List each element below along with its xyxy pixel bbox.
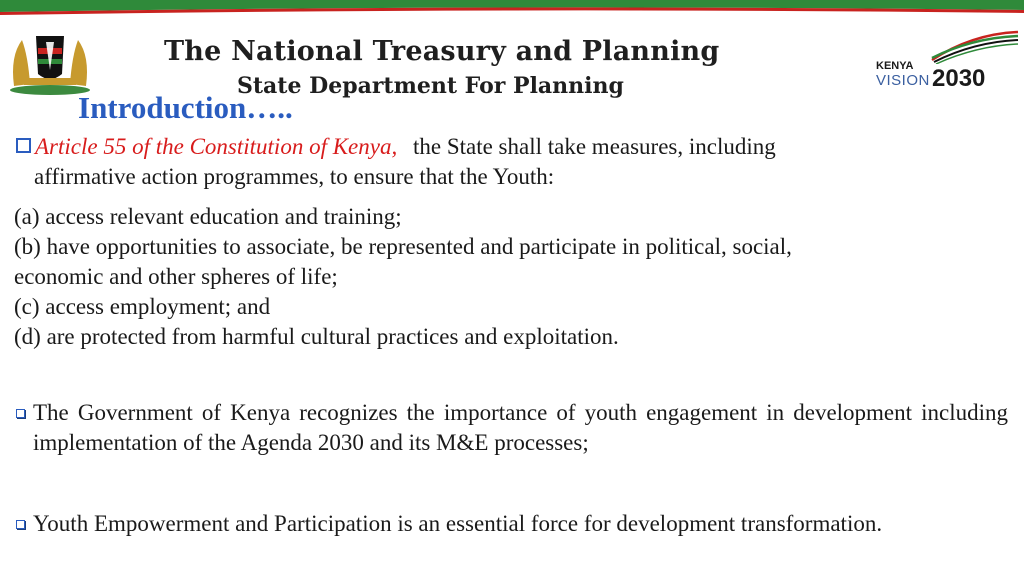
bullet-youth-empowerment-text: Youth Empowerment and Participation is an essential force for development transformation. — [33, 511, 883, 536]
vision-kenya-label: KENYA — [876, 60, 914, 72]
youth-measures-list — [14, 202, 1004, 352]
list-item: (a) access relevant education and training; — [14, 204, 402, 229]
article-text-line-1: the State shall take measures, including — [412, 134, 776, 159]
article-text-line-2: affirmative action programmes, to ensure that the Youth: — [34, 164, 555, 189]
bullet-government — [16, 398, 1008, 458]
vision-label: VISION — [876, 72, 930, 89]
list-item: (c) access employment; and — [14, 294, 271, 319]
list-item: (d) are protected from harmful cultural practices and exploitation. — [14, 324, 619, 349]
top-color-band — [0, 0, 1024, 22]
list-item: economic and other spheres of life; — [14, 264, 338, 289]
checkbox-bullet-icon — [16, 138, 31, 153]
header-title: The National Treasury and Planning — [164, 36, 720, 67]
bullet-youth-empowerment — [16, 509, 1008, 539]
checkbox-bullet-icon — [16, 409, 25, 418]
checkbox-bullet-icon — [16, 520, 25, 529]
article-reference: Article 55 of the Constitution of Kenya, — [35, 134, 398, 159]
article-paragraph — [16, 132, 996, 192]
coat-of-arms-logo — [4, 26, 96, 96]
article-line-1 — [16, 132, 996, 162]
slide-heading: Introduction….. — [78, 90, 293, 125]
header-subtitle: State Department For Planning — [237, 73, 624, 99]
bullet-government-text: The Government of Kenya recognizes the importance of youth engagement in development including implementation of the Agenda 2030 and its M&E processes; — [33, 400, 1008, 455]
list-item: (b) have opportunities to associate, be represented and participate in political, social, — [14, 234, 792, 259]
kenya-vision-2030-logo — [872, 30, 1022, 90]
vision-year: 2030 — [932, 65, 986, 92]
